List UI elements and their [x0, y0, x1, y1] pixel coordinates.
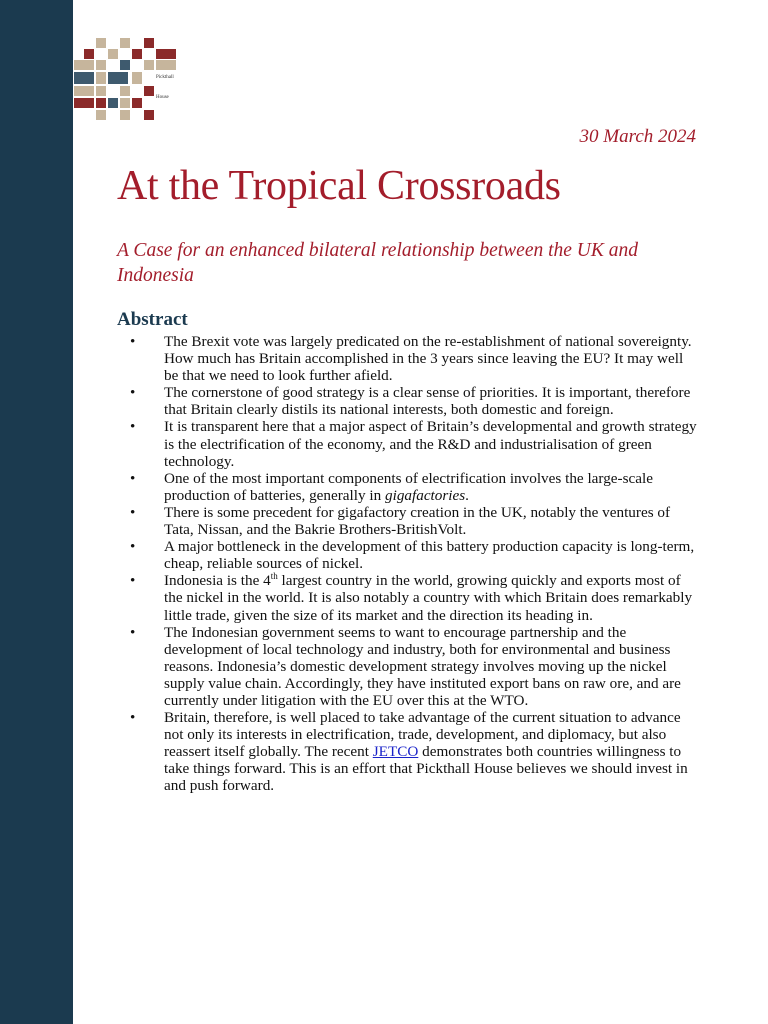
abstract-heading: Abstract	[117, 309, 188, 330]
abstract-item-text-end: .	[465, 486, 469, 504]
abstract-item	[117, 538, 697, 572]
bullet-marker: •	[130, 623, 136, 641]
bullet-marker: •	[130, 709, 136, 727]
jetco-link[interactable]: JETCO	[372, 743, 419, 761]
document-date: 30 March 2024	[579, 126, 696, 147]
abstract-item-text-end: demonstrates both countries willingness to take things forward. This is an effort that Pickthall House believes we should invest in and push forward.	[164, 743, 688, 795]
abstract-item	[117, 418, 697, 469]
document-subtitle: A Case for an enhanced bilateral relationship between the UK and Indonesia	[117, 240, 639, 286]
abstract-list	[117, 333, 697, 795]
abstract-item	[117, 504, 697, 538]
abstract-item	[117, 572, 697, 623]
bullet-marker: •	[130, 418, 136, 436]
abstract-item-text: There is some precedent for gigafactory creation in the UK, notably the ventures of Tata, Nissan, and the Bakrie Brothers-BritishVolt.	[164, 503, 671, 539]
logo-text-bottom: House	[156, 95, 169, 100]
bullet-marker: •	[130, 384, 136, 402]
bullet-marker: •	[130, 333, 136, 350]
abstract-item-text: It is transparent here that a major aspect of Britain’s developmental and growth strategy is the electrification of the economy, and the R&D and industrialisation of green technology.	[164, 418, 697, 470]
abstract-item	[117, 624, 697, 709]
abstract-item	[117, 709, 697, 794]
bullet-marker: •	[130, 503, 136, 521]
abstract-item-text: Indonesia is the 4	[164, 572, 271, 590]
bullet-marker: •	[130, 538, 136, 556]
bullet-marker: •	[130, 469, 136, 487]
abstract-item	[117, 384, 697, 418]
abstract-item	[117, 333, 697, 384]
abstract-item-text: Britain, therefore, is well placed to take advantage of the current situation to advance not only its interests in electrification, trade, development, and diplomacy, but also reassert itself globally. The recent	[164, 709, 681, 761]
abstract-item-text: The Brexit vote was largely predicated on the re-establishment of national sovereignty. How much has Britain accomplished in the 3 years since leaving the EU? It may well be that we need to look further afield.	[164, 333, 692, 385]
sidebar-band	[0, 0, 73, 1024]
ordinal-superscript: th	[270, 571, 278, 582]
abstract-item-text: The cornerstone of good strategy is a clear sense of priorities. It is important, therefore that Britain clearly distils its national interests, both domestic and foreign.	[164, 384, 691, 419]
abstract-item-text: One of the most important components of electrification involves the large-scale production of batteries, generally in	[164, 469, 653, 504]
abstract-item-text: The Indonesian government seems to want to encourage partnership and the development of local technology and industry, both for environmental and business reasons. Indonesia’s domestic development strategy involves moving up the nickel supply value chain. Accordingly, they have instituted export bans on raw ore, and are currently under litigation with the EU over this at the WTO.	[164, 623, 681, 709]
abstract-item-text: A major bottleneck in the development of this battery production capacity is long-term, cheap, reliable sources of nickel.	[164, 538, 695, 573]
abstract-item	[117, 470, 697, 504]
logo-text-top: Pickthall	[156, 75, 174, 80]
bullet-marker: •	[130, 572, 136, 590]
pickthall-house-logo	[74, 38, 178, 120]
document-title: At the Tropical Crossroads	[117, 163, 561, 209]
abstract-item-text-end: largest country in the world, growing quickly and exports most of the nickel in the world. It is also notably a country with which Britain does remarkably little trade, given the size of its market and the direction its heading in.	[164, 572, 693, 624]
abstract-item-emphasis: gigafactories	[385, 486, 466, 504]
